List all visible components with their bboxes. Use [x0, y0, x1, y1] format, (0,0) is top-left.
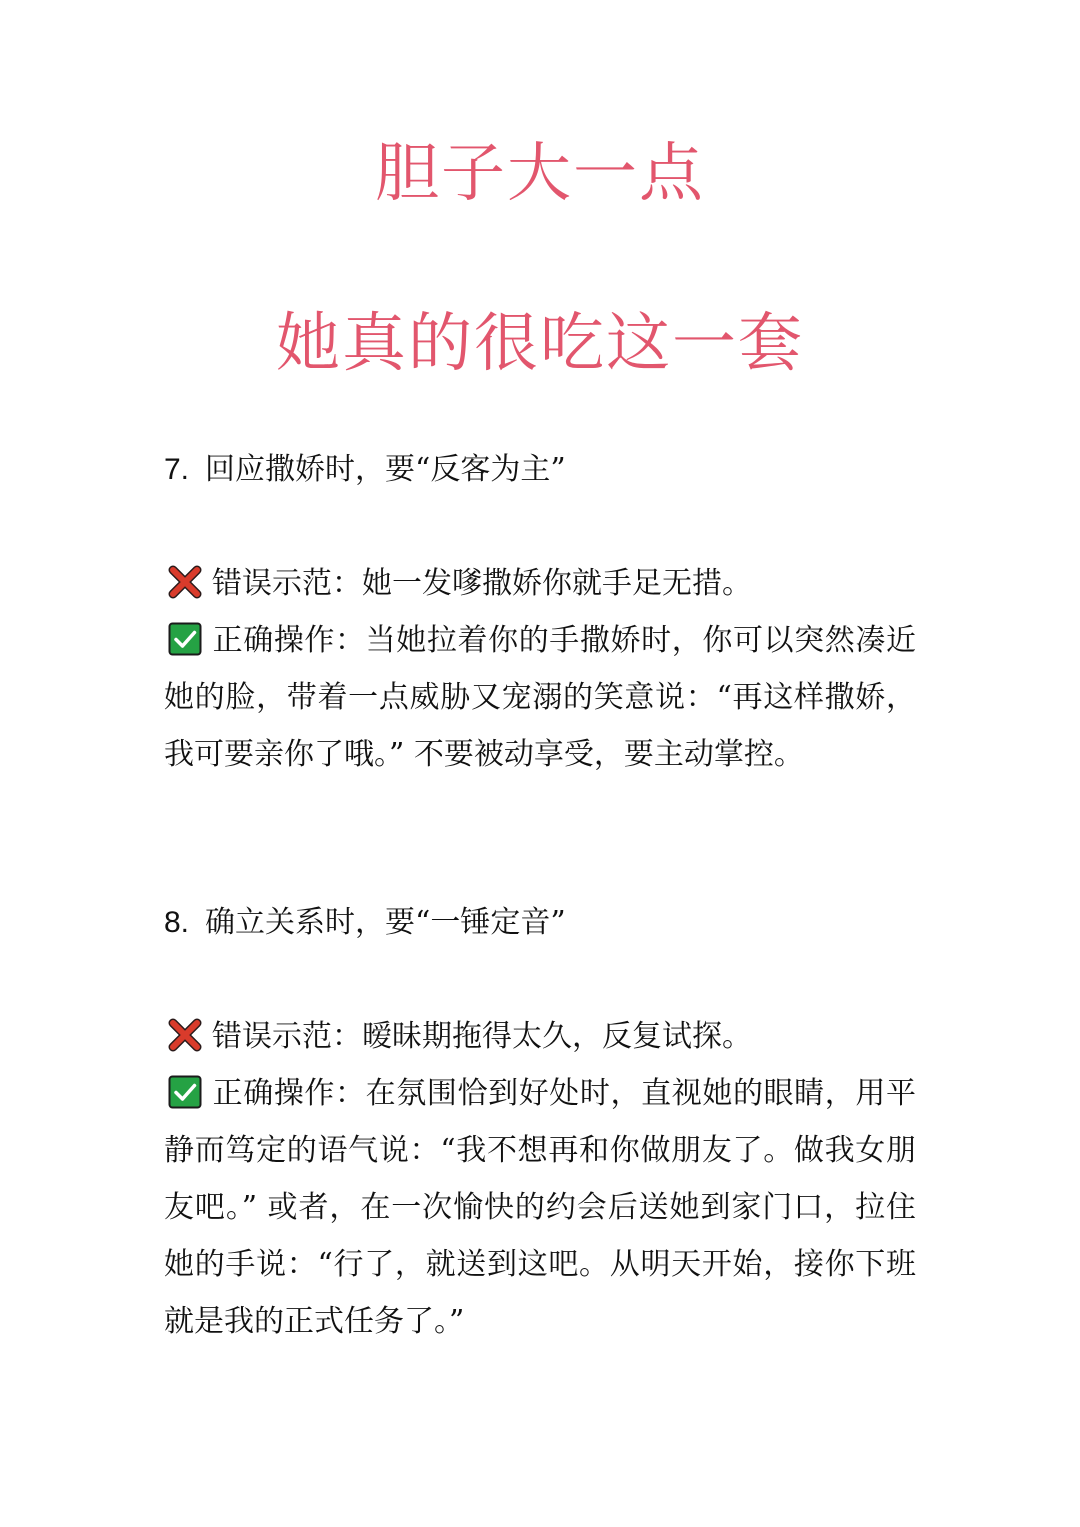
- section-7-heading: [164, 450, 924, 490]
- section-7-wrong-example: [164, 555, 916, 612]
- title-line-1: 胆子大一点: [375, 137, 705, 211]
- section-8-wrong-text: 错误示范：暧昧期拖得太久，反复试探。: [212, 1019, 752, 1054]
- section-7-right-example: [164, 612, 916, 783]
- title-line-2: 她真的很吃这一套: [276, 307, 804, 381]
- section-8-heading: [164, 903, 924, 943]
- section-8-right-example: [164, 1065, 916, 1350]
- section-8-wrong-example: [164, 1008, 916, 1065]
- section-7-right-text: 正确操作：当她拉着你的手撒娇时，你可以突然凑近她的脸，带着一点威胁又宠溺的笑意说：“再这样撒娇，我可要亲你了哦。” 不要被动享受，要主动掌控。: [164, 623, 916, 772]
- section-7-number: 7.: [164, 453, 190, 486]
- section-7-title: 回应撒娇时，要“反客为主”: [205, 452, 566, 487]
- section-8-right-text: 正确操作：在氛围恰到好处时，直视她的眼睛，用平静而笃定的语气说：“我不想再和你做朋友了。做我女朋友吧。” 或者，在一次愉快的约会后送她到家门口，拉住她的手说：“行了，就送到这吧。从明天开始，接你下班就是我的正式任务了。”: [164, 1076, 916, 1339]
- section-7-wrong-text: 错误示范：她一发嗲撒娇你就手足无措。: [212, 566, 752, 601]
- section-8-number: 8.: [164, 906, 190, 939]
- cross-mark-icon: [168, 565, 202, 599]
- section-8-title: 确立关系时，要“一锤定音”: [205, 905, 566, 940]
- check-mark-icon: [168, 622, 202, 656]
- cross-mark-icon: [168, 1018, 202, 1052]
- check-mark-icon: [168, 1075, 202, 1109]
